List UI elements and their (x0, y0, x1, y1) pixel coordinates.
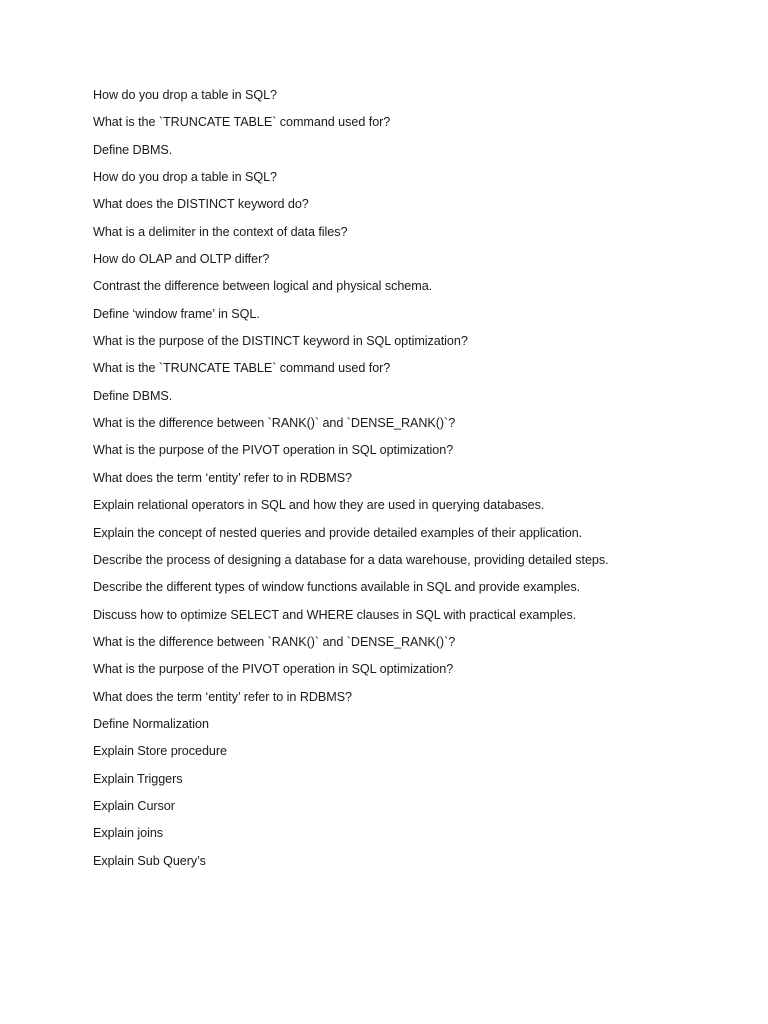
question-item: Discuss how to optimize SELECT and WHERE clauses in SQL with practical examples. (93, 607, 577, 622)
question-item: Define Normalization (93, 716, 209, 731)
question-item: What does the DISTINCT keyword do? (93, 197, 309, 212)
question-item: What is a delimiter in the context of data files? (93, 224, 348, 239)
question-item: Contrast the difference between logical and physical schema. (93, 279, 433, 294)
question-item: What does the term ‘entity’ refer to in RDBMS? (93, 689, 353, 704)
question-item: Define DBMS. (93, 388, 173, 403)
question-item: Explain Cursor (93, 798, 175, 813)
question-item: Describe the process of designing a database for a data warehouse, providing detailed steps. (93, 552, 609, 567)
question-item: What is the difference between `RANK()` and `DENSE_RANK()`? (93, 634, 456, 649)
question-item: Define DBMS. (93, 142, 173, 157)
question-item: Explain relational operators in SQL and how they are used in querying databases. (93, 498, 545, 513)
question-item: How do you drop a table in SQL? (93, 170, 277, 185)
question-item: What does the term ‘entity’ refer to in RDBMS? (93, 470, 353, 485)
question-item: What is the purpose of the PIVOT operation in SQL optimization? (93, 443, 454, 458)
question-item: Explain joins (93, 826, 164, 841)
question-item: What is the `TRUNCATE TABLE` command used for? (93, 115, 391, 130)
question-item: Define ‘window frame’ in SQL. (93, 306, 260, 321)
question-item: What is the `TRUNCATE TABLE` command used for? (93, 361, 391, 376)
question-item: What is the purpose of the DISTINCT keyword in SQL optimization? (93, 334, 468, 349)
question-item: Explain Triggers (93, 771, 183, 786)
question-item: How do you drop a table in SQL? (93, 88, 277, 102)
question-item: Explain the concept of nested queries and provide detailed examples of their application. (93, 525, 583, 540)
question-list (93, 86, 743, 879)
question-item: Explain Store procedure (93, 744, 227, 759)
question-item: What is the difference between `RANK()` and `DENSE_RANK()`? (93, 416, 456, 431)
question-item: How do OLAP and OLTP differ? (93, 252, 270, 267)
question-item: What is the purpose of the PIVOT operation in SQL optimization? (93, 662, 454, 677)
question-item: Describe the different types of window functions available in SQL and provide examples. (93, 580, 581, 595)
question-item: Explain Sub Query’s (93, 853, 206, 868)
